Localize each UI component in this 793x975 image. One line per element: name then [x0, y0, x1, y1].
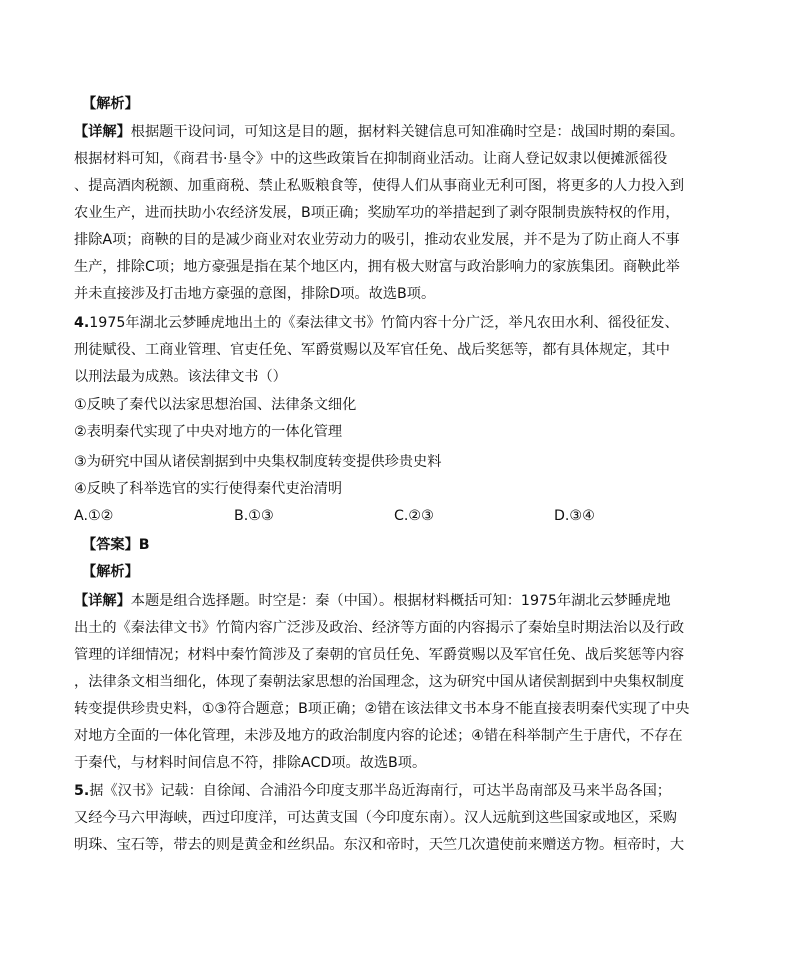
q4-option-d: D.③④: [554, 508, 595, 524]
q5-line-2: 又经今马六甲海峡，西过印度洋，可达黄支国（今印度东南）。汉人远航到这些国家或地区，采购: [74, 810, 677, 826]
q4-option-c: C.②③: [394, 508, 434, 524]
q4-stem-line-2: 刑徒赋役、工商业管理、官吏任免、军爵赏赐以及军官任免、战后奖惩等，都有具体规定，其中: [74, 342, 670, 358]
q5-line-3: 明珠、宝石等，带去的则是黄金和丝织品。东汉和帝时，天竺几次遣使前来赠送方物。桓帝时，大: [74, 837, 685, 853]
q4-detail-line-3: 管理的详细情况；材料中秦竹简涉及了秦朝的官员任免、军爵赏赐以及军官任免、战后奖惩等内容: [74, 647, 685, 663]
q4-answer: [82, 535, 150, 555]
q4-statement-4: ④反映了科举选官的实行使得秦代吏治清明: [74, 481, 343, 497]
q3-detail-line-4: 农业生产，进而扶助小农经济发展，B项正确；奖励军功的举措起到了剥夺限制贵族特权的作用，: [74, 205, 680, 221]
q5-number: 5.: [74, 783, 90, 799]
q4-detail-line-1: 【详解】本题是组合选择题。时空是：秦（中国）。根据材料概括可知：1975年湖北云梦睡虎地: [74, 593, 671, 609]
q4-option-a: A.①②: [74, 508, 114, 524]
q3-detail-label: 【详解】: [74, 124, 131, 140]
q4-answer-value: B: [138, 537, 150, 553]
q4-option-b: B.①③: [234, 508, 274, 524]
q5-line-1: 5.据《汉书》记载：自徐闻、合浦沿今印度支那半岛近海南行，可达半岛南部及马来半岛各国；: [74, 783, 671, 799]
q3-detail-line-6: 生产，排除C项；地方豪强是指在某个地区内，拥有极大财富与政治影响力的家族集团。商鞅此举: [74, 259, 680, 275]
q4-statement-1: ①反映了秦代以法家思想治国、法律条文细化: [74, 397, 357, 413]
q3-analysis-label: 【解析】: [82, 96, 139, 112]
q4-stem-line-3: 以刑法最为成熟。该法律文书（）: [74, 369, 287, 385]
q3-detail-line-1: 【详解】根据题干设问词，可知这是目的题，据材料关键信息可知准确时空是：战国时期的秦国。: [74, 124, 685, 140]
q4-analysis-label: 【解析】: [82, 564, 139, 580]
q4-statement-2: ②表明秦代实现了中央对地方的一体化管理: [74, 424, 343, 440]
q4-answer-label: 【答案】: [82, 537, 139, 553]
q4-detail-line-6: 对地方全面的一体化管理，未涉及地方的政治制度内容的论述；④错在科举制产生于唐代，不存在: [74, 728, 683, 744]
q4-statement-3: ③为研究中国从诸侯割据到中央集权制度转变提供珍贵史料: [74, 454, 442, 470]
q4-detail-line-7: 于秦代，与材料时间信息不符，排除ACD项。故选B项。: [74, 755, 427, 771]
q4-detail-line-2: 出土的《秦法律文书》竹简内容广泛涉及政治、经济等方面的内容揭示了秦始皇时期法治以及行政: [74, 620, 685, 636]
q3-detail-line-5: 排除A项；商鞅的目的是减少商业对农业劳动力的吸引，推动农业发展，并不是为了防止商人不事: [74, 232, 680, 248]
q3-detail-line-3: 、提高酒肉税额、加重商税、禁止私贩粮食等，使得人们从事商业无利可图，将更多的人力投入到: [74, 178, 685, 194]
q3-detail-line-7: 并未直接涉及打击地方豪强的意图，排除D项。故选B项。: [74, 286, 436, 302]
q4-detail-label: 【详解】: [74, 593, 131, 609]
q4-detail-line-5: 转变提供珍贵史料，①③符合题意；B项正确；②错在该法律文书本身不能直接表明秦代实现了中央: [74, 701, 690, 717]
q4-stem-line-1: 4.1975年湖北云梦睡虎地出土的《秦法律文书》竹简内容十分广泛，举凡农田水利、徭役征发、: [74, 315, 679, 331]
q4-number: 4.: [74, 315, 90, 331]
q4-detail-line-4: ，法律条文相当细化，体现了秦朝法家思想的治国理念，这为研究中国从诸侯割据到中央集权制度: [74, 674, 685, 690]
q3-detail-line-2: 根据材料可知，《商君书·垦令》中的这些政策旨在抑制商业活动。让商人登记奴隶以便摊派徭役: [74, 151, 668, 167]
